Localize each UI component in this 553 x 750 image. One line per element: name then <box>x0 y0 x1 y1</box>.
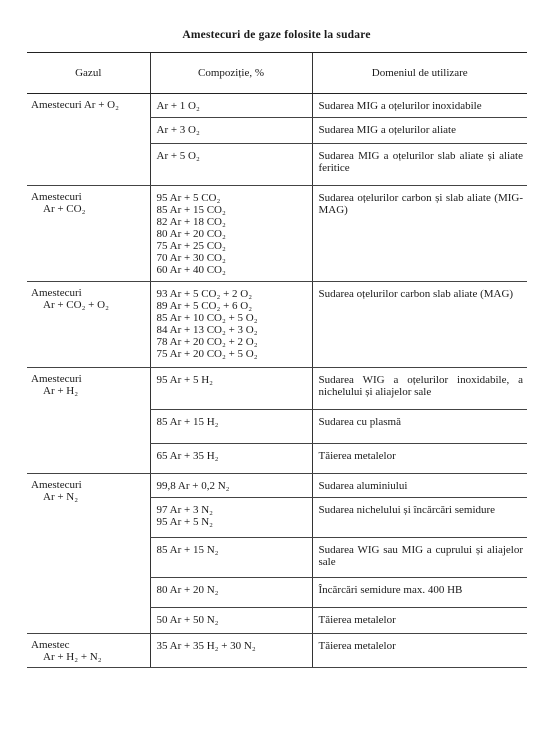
domain-cell <box>312 634 527 668</box>
composition-cell <box>150 144 312 186</box>
header-gas: Gazul <box>27 53 150 94</box>
gas-cell <box>27 94 150 186</box>
domain-cell <box>312 186 527 282</box>
gas-label-line: Amestec <box>31 639 70 651</box>
composition-line: 93 Ar + 5 CO₂ + 2 O₂ <box>156 288 253 300</box>
domain-cell <box>312 578 527 608</box>
table-title: Amestecuri de gaze folosite la sudare <box>182 29 371 41</box>
table-body <box>27 94 527 668</box>
composition-cell <box>150 410 312 444</box>
table-row <box>27 282 527 368</box>
composition-line: 97 Ar + 3 N₂ <box>156 504 213 516</box>
header-domain: Domeniul de utilizare <box>312 53 527 94</box>
composition-line: 89 Ar + 5 CO₂ + 6 O₂ <box>156 300 253 312</box>
composition-cell <box>150 186 312 282</box>
composition-cell <box>150 608 312 634</box>
composition-line: 60 Ar + 40 CO₂ <box>156 264 226 276</box>
table-row <box>27 474 527 498</box>
header-row <box>27 53 527 94</box>
composition-cell <box>150 538 312 578</box>
table-row <box>27 94 527 118</box>
domain-text: Sudarea MIG a oțelurilor slab aliate și aliate feritice <box>318 150 523 174</box>
domain-text: Tăierea metalelor <box>318 640 396 652</box>
composition-line: 65 Ar + 35 H₂ <box>156 450 219 462</box>
domain-text: Sudarea aluminiului <box>318 480 408 492</box>
composition-line: 82 Ar + 18 CO₂ <box>156 216 226 228</box>
composition-cell <box>150 282 312 368</box>
gas-label-line: Amestecuri <box>31 287 82 299</box>
gas-label-line: Amestecuri <box>31 373 82 385</box>
domain-cell <box>312 410 527 444</box>
composition-line: 70 Ar + 30 CO₂ <box>156 252 226 264</box>
composition-line: 95 Ar + 5 CO₂ <box>156 192 221 204</box>
composition-line: 75 Ar + 20 CO₂ + 5 O₂ <box>156 348 258 360</box>
composition-line: 85 Ar + 10 CO₂ + 5 O₂ <box>156 312 258 324</box>
composition-line: 80 Ar + 20 N₂ <box>156 584 219 596</box>
domain-text: Sudarea WIG a oțelurilor inoxidabile, a nichelului și aliajelor sale <box>318 374 523 398</box>
composition-cell <box>150 368 312 410</box>
gas-label-line: Amestecuri <box>31 191 82 203</box>
domain-cell <box>312 474 527 498</box>
domain-text: Sudarea WIG sau MIG a cuprului și aliajelor sale <box>318 544 523 568</box>
composition-cell <box>150 634 312 668</box>
composition-cell <box>150 444 312 474</box>
gas-label-line: Amestecuri Ar + O₂ <box>31 99 119 111</box>
gas-label-line: Ar + H₂ <box>43 385 79 397</box>
gas-label-line: Amestecuri <box>31 479 82 491</box>
domain-text: Sudarea cu plasmă <box>318 416 401 428</box>
composition-cell <box>150 94 312 118</box>
domain-cell <box>312 94 527 118</box>
composition-line: 75 Ar + 25 CO₂ <box>156 240 226 252</box>
gas-cell <box>27 634 150 668</box>
gas-cell <box>27 186 150 282</box>
composition-line: Ar + 1 O₂ <box>156 100 200 112</box>
composition-line: 35 Ar + 35 H₂ + 30 N₂ <box>156 640 256 652</box>
composition-line: 80 Ar + 20 CO₂ <box>156 228 226 240</box>
domain-text: Sudarea oțelurilor carbon slab aliate (MAG) <box>318 288 514 300</box>
domain-text: Sudarea nichelului și încărcări semidure <box>318 504 496 516</box>
domain-text: Sudarea MIG a oțelurilor aliate <box>318 124 456 136</box>
composition-line: 99,8 Ar + 0,2 N₂ <box>156 480 230 492</box>
composition-cell <box>150 498 312 538</box>
header-composition: Compoziție, % <box>150 53 312 94</box>
domain-cell <box>312 608 527 634</box>
composition-line: 50 Ar + 50 N₂ <box>156 614 219 626</box>
composition-line: 84 Ar + 13 CO₂ + 3 O₂ <box>156 324 258 336</box>
gas-mixtures-table <box>27 52 527 668</box>
domain-text: Sudarea oțelurilor carbon și slab aliate (MIG-MAG) <box>318 192 523 216</box>
gas-label-line: Ar + H₂ + N₂ <box>43 651 102 663</box>
domain-text: Sudarea MIG a oțelurilor inoxidabile <box>318 100 482 112</box>
domain-cell <box>312 368 527 410</box>
domain-cell <box>312 498 527 538</box>
domain-text: Tăierea metalelor <box>318 450 396 462</box>
gas-label-line: Ar + N₂ <box>43 491 79 503</box>
composition-line: 85 Ar + 15 N₂ <box>156 544 219 556</box>
table-row <box>27 634 527 668</box>
domain-text: Încărcări semidure max. 400 HB <box>318 584 463 596</box>
composition-line: 95 Ar + 5 N₂ <box>156 516 213 528</box>
domain-cell <box>312 118 527 144</box>
domain-cell <box>312 538 527 578</box>
table-row <box>27 186 527 282</box>
composition-line: Ar + 3 O₂ <box>156 124 200 136</box>
gas-cell <box>27 474 150 634</box>
composition-line: 78 Ar + 20 CO₂ + 2 O₂ <box>156 336 258 348</box>
domain-text: Tăierea metalelor <box>318 614 396 626</box>
composition-cell <box>150 474 312 498</box>
composition-cell <box>150 118 312 144</box>
composition-line: Ar + 5 O₂ <box>156 150 200 162</box>
gas-label-line: Ar + CO₂ + O₂ <box>43 299 109 311</box>
gas-cell <box>27 282 150 368</box>
composition-line: 85 Ar + 15 H₂ <box>156 416 219 428</box>
table-row <box>27 368 527 410</box>
composition-line: 85 Ar + 15 CO₂ <box>156 204 226 216</box>
domain-cell <box>312 444 527 474</box>
domain-cell <box>312 144 527 186</box>
domain-cell <box>312 282 527 368</box>
gas-cell <box>27 368 150 474</box>
composition-line: 95 Ar + 5 H₂ <box>156 374 213 386</box>
gas-label-line: Ar + CO₂ <box>43 203 86 215</box>
composition-cell <box>150 578 312 608</box>
